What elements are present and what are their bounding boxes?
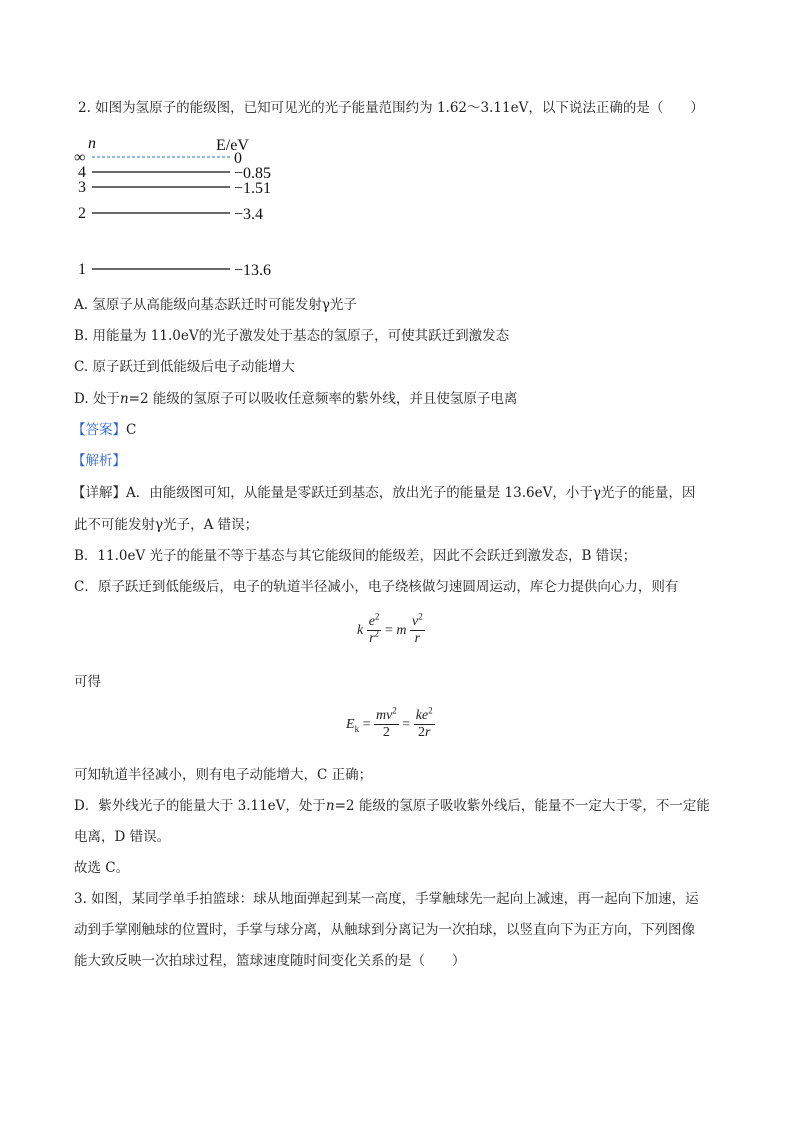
level-energy-label: 0 xyxy=(234,150,242,167)
level-energy-label: −0.85 xyxy=(234,165,272,182)
detail-b-line: B．11.0eV 光子的能量不等于基态与其它能级间的能级差，因此不会跃迁到激发态，B 错误； xyxy=(74,548,637,564)
q3-line2: 动到手掌刚触球的位置时，手掌与球分离，从触球到分离记为一次拍球，以竖直向下为正方向，下列图像 xyxy=(74,922,695,938)
q3-line1: 3. 如图，某同学单手拍篮球：球从地面弹起到某一高度，手掌触球先一起向上减速，再一起向下加速，运 xyxy=(74,891,699,907)
answer-line xyxy=(72,421,136,439)
level-n-label: 4 xyxy=(78,164,86,181)
coulomb-centripetal-formula: k $\frac{e^2}{r^2}$ = m $\frac{v^2}{r}$ xyxy=(357,611,423,646)
e-axis-label: E/eV xyxy=(216,137,249,154)
option-a: A. 氢原子从高能级向基态跃迁时可能发射γ光子 xyxy=(74,297,357,313)
detail-c-conclusion: 可知轨道半径减小，则有电子动能增大，C 正确； xyxy=(74,767,373,783)
option-d: D. 处于n=2 能级的氢原子可以吸收任意频率的紫外线，并且使氢原子电离 xyxy=(74,391,518,407)
answer-value: C xyxy=(126,422,137,438)
level-energy-label: −3.4 xyxy=(234,206,264,223)
final-answer-line: 故选 C。 xyxy=(74,860,130,876)
level-n-label: 2 xyxy=(78,205,86,222)
q2-stem: 2. 如图为氢原子的能级图，已知可见光的光子能量范围约为 1.62～3.11eV，以下说法正确的是（ ） xyxy=(78,100,704,116)
option-b: B. 用能量为 11.0eV的光子激发处于基态的氢原子，可使其跃迁到激发态 xyxy=(74,328,510,344)
level-energy-label: −13.6 xyxy=(234,262,272,279)
keyi-line: 可得 xyxy=(74,674,101,690)
detail-a-line1: 【详解】A．由能级图可知，从能量是零跃迁到基态，放出光子的能量是 13.6eV，小于γ光子的能量，因 xyxy=(72,485,696,501)
answer-tag: 【答案】 xyxy=(72,422,126,438)
level-n-label: ∞ xyxy=(74,149,86,166)
level-energy-label: −1.51 xyxy=(234,180,272,197)
level-n-label: 3 xyxy=(78,179,86,196)
level-n-label: 1 xyxy=(78,261,86,278)
q3-line3: 能大致反映一次拍球过程，篮球速度随时间变化关系的是（ ） xyxy=(74,953,466,969)
analysis-tag: 【解析】 xyxy=(72,453,126,469)
detail-c-line: C．原子跃迁到低能级后，电子的轨道半径减小，电子绕核做匀速圆周运动，库仑力提供向心力，则有 xyxy=(74,579,679,595)
detail-d-line2: 电离，D 错误。 xyxy=(74,829,171,845)
energy-level-diagram xyxy=(70,132,300,282)
detail-a-line2: 此不可能发射γ光子，A 错误； xyxy=(74,517,259,533)
detail-d-line1: D．紫外线光子的能量大于 3.11eV，处于n=2 能级的氢原子吸收紫外线后，能量不一定大于零，不一定能 xyxy=(74,798,710,814)
option-c: C. 原子跃迁到低能级后电子动能增大 xyxy=(74,359,295,375)
kinetic-energy-formula: $E_k$ = $\frac{mv^2}{2}$ = $\frac{ke^2}{2r}$ xyxy=(346,705,433,740)
n-axis-label: n xyxy=(88,135,96,152)
